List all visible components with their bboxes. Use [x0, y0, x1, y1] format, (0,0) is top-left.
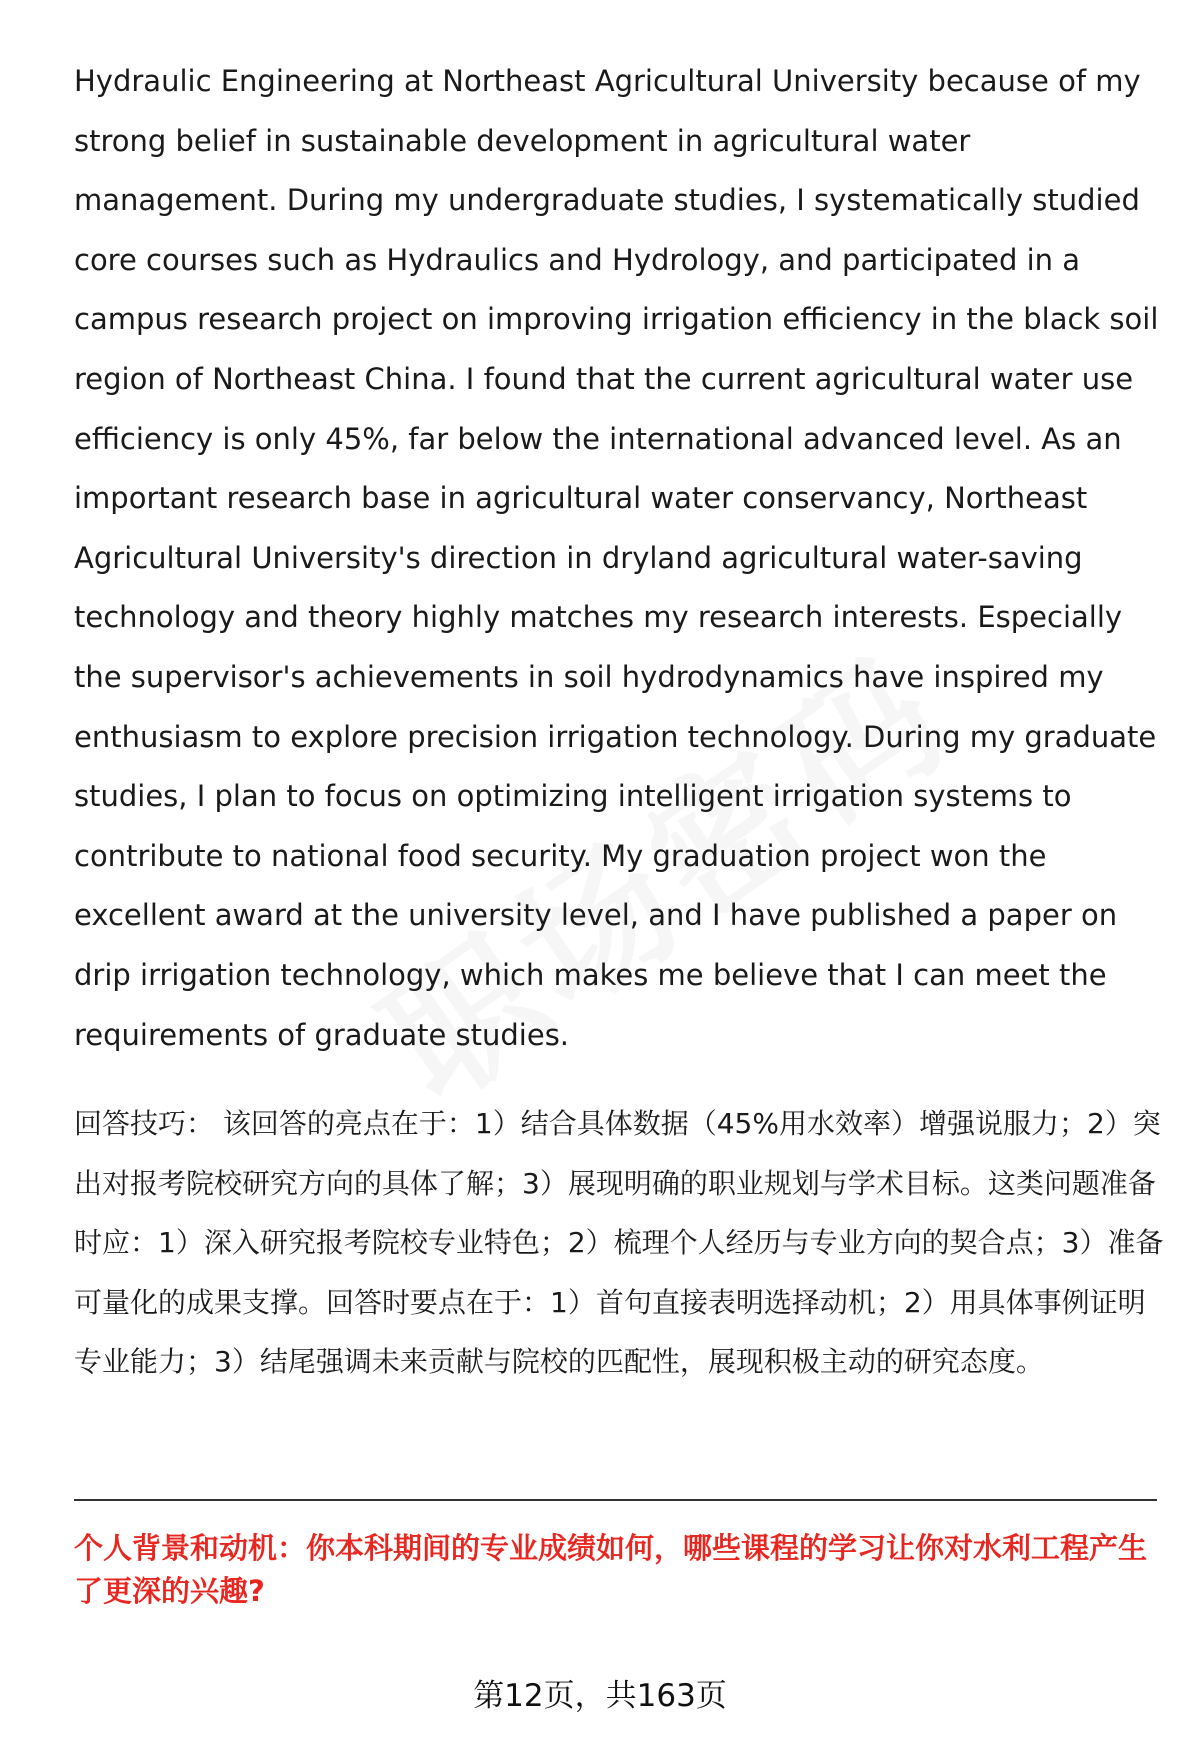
next-question-heading: 个人背景和动机：你本科期间的专业成绩如何，哪些课程的学习让你对水利工程产生了更深的兴趣?: [74, 1531, 1148, 1608]
page-number-footer: 第12页，共163页: [473, 1678, 727, 1714]
answer-paragraph: Hydraulic Engineering at Northeast Agricultural University because of my strong belief in sustainable development in agricultural water management. During my undergraduate studies, I systematically studied core courses such as Hydraulics and Hydrology, and participated in a campus research project on improving irrigation efficiency in the black soil region of Northeast China. I found that the current agricultural water use efficiency is only 45%, far below the international advanced level. As an important research base in agricultural water conservancy, Northeast Agricultural University's direction in dryland agricultural water-saving technology and theory highly matches my research interests. Especially the supervisor's achievements in soil hydrodynamics have inspired my enthusiasm to explore precision irrigation technology. During my graduate studies, I plan to focus on optimizing intelligent irrigation systems to contribute to national food security. My graduation project won the excellent award at the university level, and I have published a paper on drip irrigation technology, which makes me believe that I can meet the requirements of graduate studies.: [74, 64, 1159, 1052]
answer-tips-paragraph: 回答技巧： 该回答的亮点在于：1）结合具体数据（45%用水效率）增强说服力；2）突出对报考院校研究方向的具体了解；3）展现明确的职业规划与学术目标。这类问题准备时应：1）深入研究报考院校专业特色；2）梳理个人经历与专业方向的契合点；3）准备可量化的成果支撑。回答时要点在于：1）首句直接表明选择动机；2）用具体事例证明专业能力；3）结尾强调未来贡献与院校的匹配性，展现积极主动的研究态度。: [74, 1107, 1164, 1379]
section-divider: [74, 1499, 1157, 1501]
